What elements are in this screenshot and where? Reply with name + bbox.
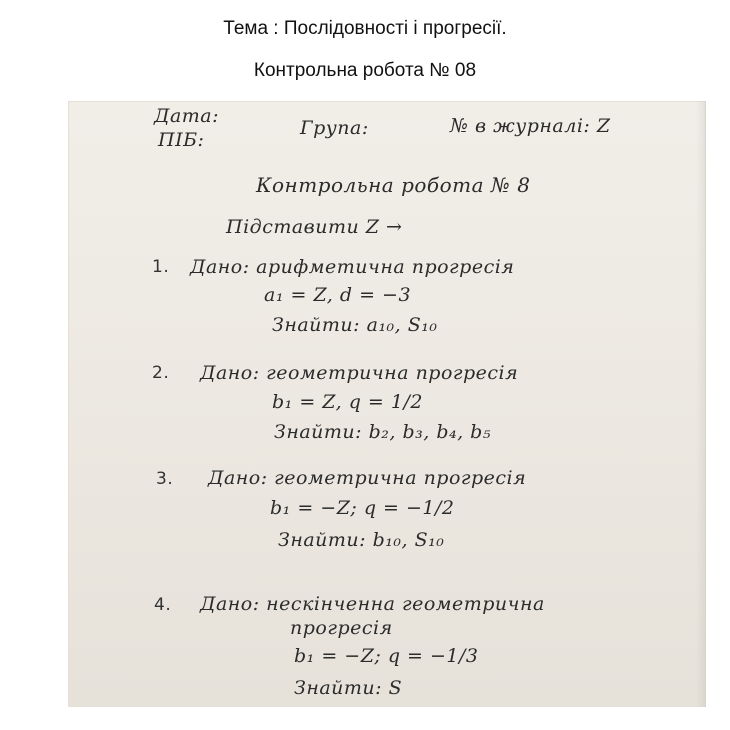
task-given: Дано: арифметична прогресія (190, 256, 515, 278)
task-find: Знайти: b₁₀, S₁₀ (278, 529, 445, 551)
task-condition: b₁ = −Z; q = −1/2 (270, 497, 455, 519)
instruction: Підставити Z → (226, 216, 403, 238)
sheet-title: Контрольна робота № 8 (256, 173, 531, 197)
task-given: Дано: геометрична прогресія (200, 362, 519, 384)
task-number: 4. (154, 595, 172, 615)
page-topic: Тема : Послідовності і прогресії. (223, 18, 507, 39)
task-find: Знайти: S (294, 677, 403, 699)
page-title: Контрольна робота № 08 (253, 60, 477, 81)
task-number: 1. (152, 257, 170, 277)
task-condition: b₁ = Z, q = 1/2 (272, 391, 423, 413)
journal-number-label: № в журналі: Z (450, 115, 611, 137)
group-label: Група: (300, 117, 369, 139)
task-find: Знайти: b₂, b₃, b₄, b₅ (274, 421, 491, 443)
handwritten-sheet-photo (68, 101, 706, 707)
date-label: Дата: (154, 105, 220, 127)
task-number: 2. (152, 363, 170, 383)
task-number: 3. (156, 469, 174, 489)
name-label: ПІБ: (158, 129, 205, 151)
task-given: Дано: геометрична прогресія (208, 467, 527, 489)
task-find: Знайти: a₁₀, S₁₀ (272, 314, 438, 336)
task-given-continued: прогресія (290, 617, 393, 639)
task-condition: a₁ = Z, d = −3 (264, 284, 412, 306)
task-given: Дано: нескінченна геометрична (200, 593, 545, 615)
task-condition: b₁ = −Z; q = −1/3 (294, 645, 479, 667)
